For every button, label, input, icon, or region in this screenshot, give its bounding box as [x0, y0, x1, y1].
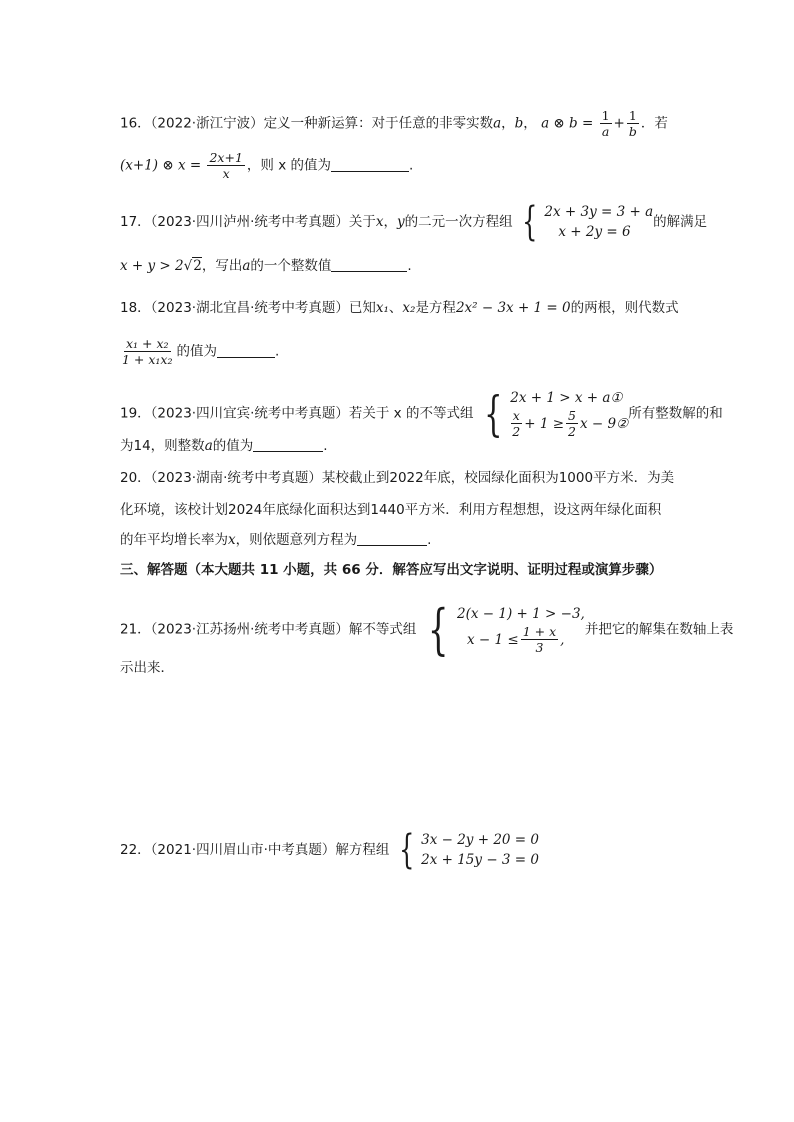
q19-inequality-system [478, 385, 629, 442]
q18-sep: 、 [388, 300, 403, 316]
q19-a: a [204, 438, 213, 454]
q16-plus: + [613, 115, 625, 132]
q20-line3-b: ，则依题意列方程为 [235, 532, 358, 548]
q16-definition-lhs: a ⊗ b = [541, 115, 594, 132]
section-3-title: 三、解答题（本大题共 11 小题，共 66 分．解答应写出文字说明、证明过程或演算步骤） [120, 562, 663, 578]
q21-frac-num: 1 + x [522, 624, 557, 639]
q18-frac-num: x₁ + x₂ [125, 336, 169, 351]
q18-end: . [275, 343, 280, 360]
q18-x2: x₂ [402, 300, 416, 316]
question-20-line-1: 20．（2023·湖南·统考中考真题）某校截止到2022年底，校园绿化面积为1000平方米．为美 [120, 470, 675, 486]
q19-frac2-num: 5 [568, 408, 576, 423]
q21-brace: { [427, 597, 449, 661]
q22-eq1: 3x − 2y + 20 = 0 [421, 832, 539, 848]
q16-fraction-2x1-over-x [207, 150, 244, 181]
q22-brace: { [398, 827, 415, 873]
q16-comma: ， [501, 115, 515, 132]
question-21-line-2: 示出来． [120, 660, 174, 676]
q18-fraction [120, 336, 175, 367]
q21-suffix: 并把它的解集在数轴上表 [584, 621, 734, 638]
question-18-line-1 [120, 298, 679, 318]
question-18-line-2 [120, 336, 279, 367]
q16-frac-a-den: a [601, 124, 610, 139]
question-20-line-2: 化环境，该校计划2024年底绿化面积达到1440平方米．利用方程想想，设这两年绿化面积 [120, 502, 662, 518]
q17-end: . [407, 258, 412, 274]
question-20-line-3 [120, 530, 431, 550]
q20-end: . [427, 532, 432, 548]
q16-frac2-den: x [222, 166, 230, 181]
q16-b: b [514, 115, 524, 132]
q18-suffix: 的两根，则代数式 [570, 300, 679, 316]
q17-y: y [397, 214, 405, 230]
q16-line2-lhs: (x+1) ⊗ x = [120, 157, 202, 174]
q17-mid: 的二元一次方程组 [404, 214, 513, 230]
q22-eq2: 2x + 15y − 3 = 0 [421, 852, 539, 868]
question-22-line [120, 827, 539, 873]
q17-line2-b: ，写出 [201, 258, 243, 274]
q17-inequality: x + y > 2 [120, 258, 184, 274]
q19-ineq1: 2x + 1 > x + a① [510, 390, 623, 406]
question-17-line-2: x + y > 2√2，写出a的一个整数值 . [120, 258, 412, 274]
q21-ineq1: 2(x − 1) + 1 > −3, [457, 606, 585, 622]
q19-prefix: 19．（2023·四川宜宾·统考中考真题）若关于 x 的不等式组 [120, 405, 474, 422]
q16-comma2: ， [523, 115, 537, 132]
q22-equation-system [394, 827, 539, 873]
q20-answer-blank[interactable] [357, 531, 427, 546]
q21-frac-den: 3 [535, 640, 544, 655]
q20-x: x [228, 532, 236, 548]
q19-ineq2-end: x − 9② [580, 415, 629, 432]
q19-line2-a: 为14，则整数 [120, 438, 205, 454]
q17-suffix: 的解满足 [653, 214, 708, 230]
q18-frac-den: 1 + x₁x₂ [122, 352, 173, 367]
q17-brace: { [522, 199, 538, 245]
q16-line2-text: ，则 x 的值为 [246, 157, 331, 174]
q16-frac-a-num: 1 [601, 108, 610, 123]
q16-end: . [408, 157, 414, 174]
q21-inequality-system [421, 597, 585, 661]
q16-frac2-num: 2x+1 [209, 150, 243, 165]
q17-prefix: 17．（2023·四川泸州·统考中考真题）关于 [120, 214, 376, 230]
q18-line2-text: 的值为 [176, 343, 217, 360]
q16-fraction-1-over-b [627, 108, 639, 139]
q18-mid: 是方程 [415, 300, 456, 316]
question-16-line-1 [120, 108, 668, 139]
q16-fraction-1-over-a [600, 108, 612, 139]
q17-a: a [242, 258, 251, 274]
q17-x: x [375, 214, 384, 230]
question-17-line-1 [120, 199, 708, 245]
question-19-line-1 [120, 385, 723, 442]
q20-line3-a: 的年平均增长率为 [120, 532, 228, 548]
q22-prefix: 22．（2021·四川眉山市·中考真题）解方程组 [120, 842, 390, 858]
q19-frac1-num: x [512, 408, 520, 423]
question-21-line-1 [120, 597, 734, 661]
q19-line2-b: 的值为 [212, 438, 254, 454]
q19-answer-blank[interactable] [253, 437, 323, 452]
q21-ineq2-end: , [560, 631, 565, 648]
q19-end: . [323, 438, 328, 454]
q16-prefix: 16．（2022·浙江宁波）定义一种新运算：对于任意的非零实数 [120, 115, 494, 132]
q17-eq1: 2x + 3y = 3 + a [544, 204, 654, 220]
q17-line2-c: 的一个整数值 [250, 258, 332, 274]
q16-frac-b-num: 1 [628, 108, 637, 123]
q17-sep: ， [383, 214, 397, 230]
q19-ineq2-mid: + 1 ≥ [524, 415, 565, 432]
q17-sqrt-2: 2 [193, 258, 202, 274]
q19-frac1-den: 2 [512, 424, 521, 439]
q16-frac-b-den: b [628, 124, 637, 139]
q16-a: a [493, 115, 502, 132]
q17-answer-blank[interactable] [331, 257, 407, 272]
q18-x1: x₁ [375, 300, 389, 316]
q19-suffix: 所有整数解的和 [628, 405, 723, 422]
q19-frac2-den: 2 [568, 424, 576, 439]
q21-ineq2-a: x − 1 ≤ [467, 631, 519, 648]
q17-eq2: x + 2y = 6 [558, 224, 631, 240]
q16-answer-blank[interactable] [331, 157, 409, 172]
q21-prefix: 21．（2023·江苏扬州·统考中考真题）解不等式组 [120, 621, 417, 638]
q18-answer-blank[interactable] [217, 343, 275, 358]
q17-equation-system [517, 199, 654, 245]
q16-ruo: ．若 [640, 115, 668, 132]
q18-equation: 2x² − 3x + 1 = 0 [455, 300, 571, 316]
question-16-line-2 [120, 150, 413, 181]
q18-prefix: 18．（2023·湖北宜昌·统考中考真题）已知 [120, 300, 376, 316]
q19-brace: { [483, 385, 503, 442]
question-19-line-2 [120, 436, 328, 456]
